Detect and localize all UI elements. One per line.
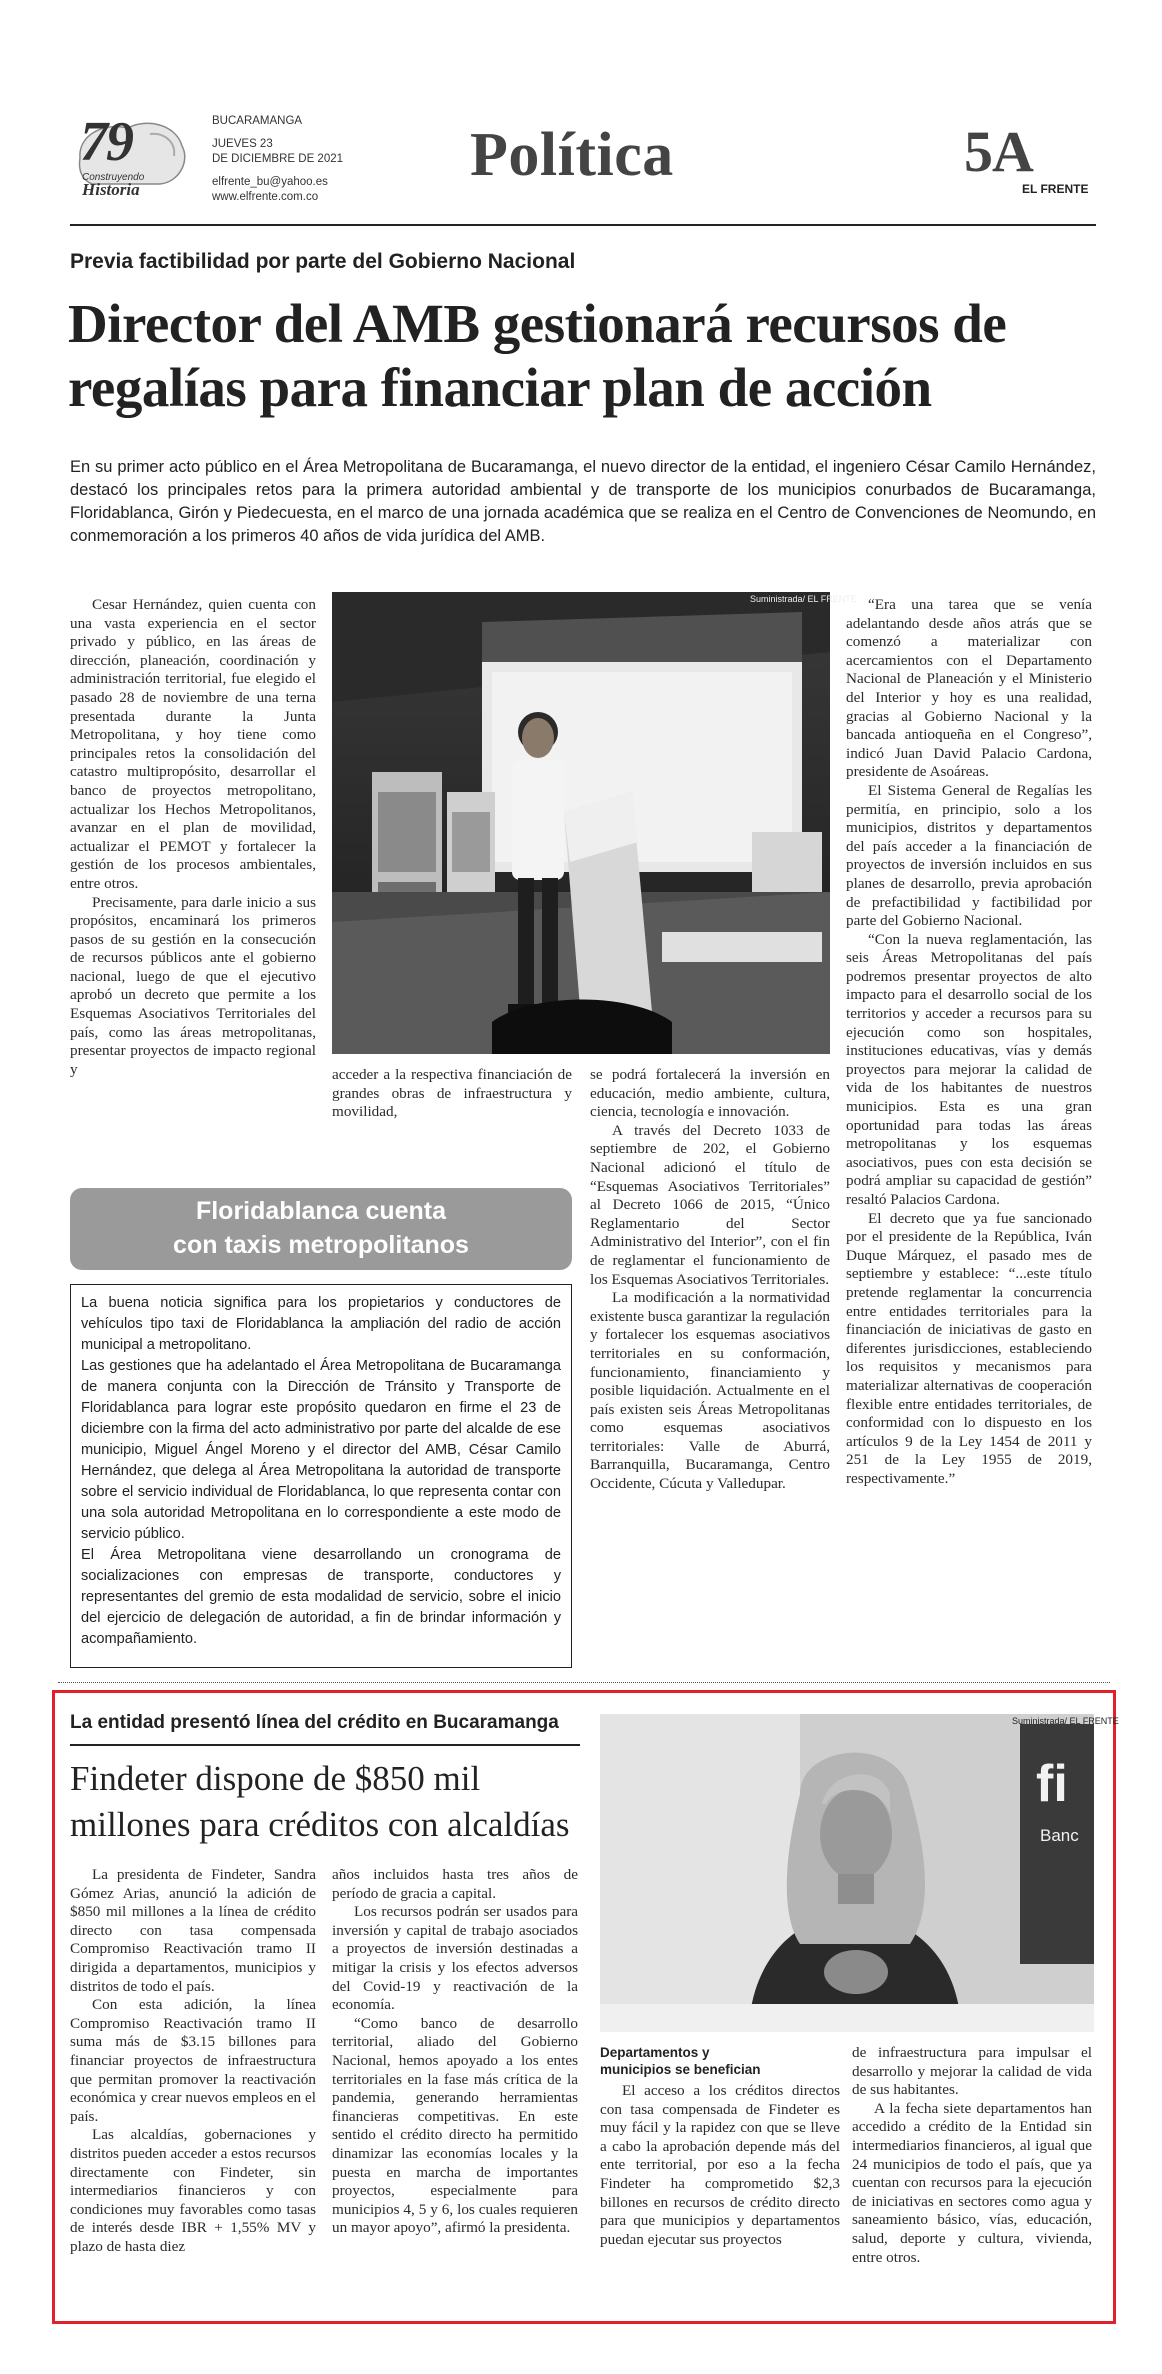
main-col1-para-1: Cesar Hernández, quien cuenta con una vasta experiencia en el sector privado y público, en las áreas de dirección, planeación, coordinación y administración territorial, fue elegido el pasado 28 de noviembre de una terna presentada durante la Junta Metropolitana, y hoy tiene como principales retos la consolidación del catastro multipropósito, desarrollar el banco de proyectos metropolitano, actualizar los Hechos Metropolitanos, avanzar en el plan de movilidad, actualizar el PEMOT y fortalecer la gestión de los procesos ambientales, entre otros. — [70, 596, 316, 892]
second-subhead-2: municipios se benefician — [600, 2062, 761, 2077]
sidebar-box-title-2: con taxis metropolitanos — [173, 1231, 469, 1259]
second-column-3 — [600, 2082, 840, 2249]
second-kicker-rule — [70, 1744, 580, 1746]
photo-findeter-president — [600, 1714, 1094, 2032]
page-number: 5A — [964, 119, 1033, 184]
sign-text-2: Banc — [1040, 1826, 1079, 1845]
header-web: www.elfrente.com.co — [212, 191, 319, 203]
second-col2-para-3: “Como banco de desarrollo territorial, aliado del Gobierno Nacional, hemos apoyado a los entes territoriales en la fase más crítica de la pandemia, generando herramientas financieras competitivas. En este sentido el crédito directo ha permitido dinamizar las economías locales y la puesta en marcha de importantes proyectos, especialmente para municipios 4, 5 y 6, los cuales requieren un mayor apoyo”, afirmó la presidenta. — [332, 2014, 578, 2237]
sign-text-1: fi — [1036, 1755, 1068, 1813]
main-column-2 — [332, 1066, 572, 1122]
main-col3-para-3: La modificación a la normatividad existente busca garantizar la regulación y fortalecer los esquemas asociativos territoriales en su conformación, funcionamiento, financiamiento y posible liquidación. Actualmente en el país existen seis Áreas Metropolitanas como esquemas asociativos territoriales: Valle de Aburrá, Barranquilla, Bucaramanga, Centro Occidente, Cúcuta y Valledupar. — [590, 1289, 830, 1493]
main-col3-para-1: se podrá fortalecerá la inversión en educación, medio ambiente, cultura, ciencia, tecnología e innovación. — [590, 1066, 830, 1121]
main-kicker: Previa factibilidad por parte del Gobierno Nacional — [70, 250, 576, 273]
main-col4-para-4: El decreto que ya fue sancionado por el presidente de la República, Iván Duque Márquez, el pasado mes de septiembre y establece: “...este título pretende reglamentar la concurrencia entre entidades territoriales para la financiación de iniciativas de gasto en diferentes jurisdicciones, estableciendo los requisitos y mecanismos para materializar alternativas de cooperación flexible entre entidades territoriales, de conformidad con lo dispuesto en los artículos 9 de la Ley 1454 de 2011 y 251 de la Ley 1955 de 2019, respectivamente.” — [846, 1209, 1092, 1487]
logo-text-1: Construyendo — [82, 172, 145, 183]
main-col2-para-1: acceder a la respectiva financiación de grandes obras de infraestructura y movilidad, — [332, 1066, 572, 1121]
header-date-2: DE DICIEMBRE DE 2021 — [212, 153, 344, 165]
second-col3-para-1: El acceso a los créditos directos con tasa compensada de Findeter es muy fácil y la rapidez con que se lleve a cabo la aprobación depende más del ente territorial, por eso a la fecha Findeter ha comprometido $2,3 billones en recursos de crédito directo para que municipios y departamentos puedan ejecutar sus proyectos — [600, 2082, 840, 2248]
second-col2-para-1: años incluidos hasta tres años de período de gracia a capital. — [332, 1866, 578, 1902]
second-col4-para-1: de infraestructura para impulsar el desarrollo y mejorar la calidad de vida de sus habitantes. — [852, 2044, 1092, 2099]
main-col4-para-1: “Era una tarea que se venía adelantando desde años atrás que se comenzó a materializar con acercamientos con el Departamento Nacional de Planeación y el Ministerio del Interior y hoy es una realidad, gracias al Gobierno Nacional y la bancada antioqueña en el Congreso”, indicó Juan David Palacio Cardona, presidente de Asoáreas. — [846, 596, 1092, 781]
second-kicker: La entidad presentó línea del crédito en Bucaramanga — [70, 1712, 559, 1733]
main-col1-para-2: Precisamente, para darle inicio a sus propósitos, encaminará los primeros pasos de su gestión en la consecución de recursos públicos ante el gobierno nacional, luego de que el ejecutivo aprobó un decreto que permite a los Esquemas Asociativos Territoriales del país, como las áreas metropolitanas, presentar proyectos de impacto regional y — [70, 893, 316, 1078]
president-photo-icon — [600, 1714, 1094, 2032]
second-col2-para-2: Los recursos podrán ser usados para inversión y capital de trabajo asociados a proyectos de inversión destinadas a mitigar la crisis y los efectos adversos del Covid-19 y reactivación de la economía. — [332, 1903, 578, 2014]
header-rule — [70, 224, 1096, 226]
header-date-1: JUEVES 23 — [212, 138, 273, 150]
second-headline-line-1: Findeter dispone de $850 mil — [70, 1759, 481, 1798]
sidebar-box-para-2: Las gestiones que ha adelantado el Área Metropolitana de Bucaramanga de manera conjunta con la Dirección de Tránsito y Transporte de Floridablanca para lograr este propósito quedaron en firme el 23 de diciembre con la firma del acto administrativo por parte del alcalde de ese municipio, Miguel Ángel Moreno y el director del AMB, César Camilo Hernández, que delega al Área Metropolitana la autoridad de transporte sobre el servicio individual de Floridablanca, lo que representa contar con una sola autoridad Metropolitana en lo correspondiente a este modo de servicio público. — [81, 1358, 561, 1542]
second-column-4 — [852, 2044, 1092, 2267]
sidebar-box-para-3: El Área Metropolitana viene desarrollando un cronograma de socializaciones con empresas de transporte, conductores y representantes del gremio de esta modalidad de servicio, sobre el inicio del ejercicio de delegación de autoridad, a fin de brindar información y acompañamiento. — [81, 1547, 561, 1647]
sidebar-box-title-1: Floridablanca cuenta — [195, 1197, 447, 1225]
paper-name: EL FRENTE — [1022, 182, 1089, 196]
second-col1-para-2: Con esta adición, la línea Compromiso Reactivación tramo II suma más de $3.15 billones para financiar proyectos de infraestructura que permitan promover la reactivación económica y crear nuevos empleos en el país. — [70, 1996, 316, 2125]
second-col1-para-1: La presidenta de Findeter, Sandra Gómez Arias, anunció la adición de $850 mil millones a la línea de crédito directo con tasa compensada Compromiso Reactivación tramo II dirigida a departamentos, municipios y distritos de todo el país. — [70, 1866, 316, 1995]
main-col3-para-2: A través del Decreto 1033 de septiembre de 202, el Gobierno Nacional adicionó el título de “Esquemas Asociativos Territoriales” al Decreto 1066 de 2015, “Único Reglamentario del Sector Administrativo del Interior”, con el fin de reglamentar el funcionamiento de los Esquemas Asociativos Territoriales. — [590, 1121, 830, 1288]
second-column-2 — [332, 1866, 578, 2238]
second-column-1 — [70, 1866, 316, 2256]
logo-text-2: Historia — [82, 180, 140, 199]
header-info — [212, 114, 343, 205]
main-headline — [68, 292, 1108, 420]
photo-credit-1: Suministrada/ EL FRENTE — [750, 594, 857, 604]
second-headline-line-2: millones para créditos con alcaldías — [70, 1805, 570, 1844]
second-subhead — [600, 2044, 840, 2078]
main-headline-line-1: Director del AMB gestionará recursos de — [68, 293, 1007, 354]
sidebar-box-para-1: La buena noticia significa para los propietarios y conductores de vehículos tipo taxi de Floridablanca la ampliación del radio de acción municipal a metropolitano. — [81, 1295, 561, 1353]
sidebar-box-title — [70, 1194, 572, 1262]
photo-speaker-podium — [332, 592, 830, 1054]
photo-credit-2: Suministrada/ EL FRENTE — [1012, 1716, 1119, 1726]
header-city: BUCARAMANGA — [212, 115, 303, 127]
second-headline — [70, 1756, 590, 1848]
main-column-4 — [846, 596, 1092, 1489]
second-subhead-1: Departamentos y — [600, 2045, 710, 2060]
section-title: Política — [470, 121, 674, 189]
dotted-separator — [58, 1682, 1110, 1683]
speaker-photo-icon — [332, 592, 830, 1054]
main-col4-para-3: “Con la nueva reglamentación, las seis Áreas Metropolitanas del país podremos presentar proyectos de alto impacto para el desarrollo social de los territorios y acceder a recursos para su ejecución como son hospitales, instituciones educativas, vías y demás proyectos para mejorar la calidad de vida de los habitantes de nuestros municipios. Esta es una gran oportunidad para todas las áreas metropolitanas y los esquemas asociativos, pues con esta decisión se podrá ampliar su capacidad de gestión” resaltó Palacios Cardona. — [846, 930, 1092, 1208]
main-headline-line-2: regalías para financiar plan de acción — [68, 357, 932, 418]
second-col1-para-3: Las alcaldías, gobernaciones y distritos pueden acceder a estos recursos directamente con Findeter, sin intermediarios financieros y con condiciones muy favorables como tasas de interés desde IBR + 1,55% MV y plazo de hasta diez — [70, 2126, 316, 2255]
header-email: elfrente_bu@yahoo.es — [212, 176, 328, 188]
main-column-1 — [70, 596, 316, 1079]
main-lead: En su primer acto público en el Área Metropolitana de Bucaramanga, el nuevo director de la entidad, el ingeniero César Camilo Hernández, destacó los principales retos para la primera autoridad ambiental y de transporte de los municipios conurbados de Bucaramanga, Floridablanca, Girón y Piedecuesta, en el marco de una jornada académica que se realiza en el Centro de Convenciones de Neomundo, en conmemoración a los primeros 40 años de vida jurídica del AMB. — [70, 458, 1096, 545]
second-col4-para-2: A la fecha siete departamentos han accedido a crédito de la Entidad sin intermediarios financieros, al igual que 24 municipios de todo el país, que ya cuentan con recursos para la ejecución de iniciativas en sectores como agua y saneamiento básico, vías, educación, salud, deporte y cultura, vivienda, entre otros. — [852, 2099, 1092, 2266]
sidebar-box-body — [70, 1284, 572, 1668]
main-column-3 — [590, 1066, 830, 1494]
logo-number: 79 — [80, 111, 132, 173]
main-col4-para-2: El Sistema General de Regalías les permitía, en principio, solo a los municipios, distritos y departamentos del país acceder a la financiación de proyectos de inversión incluidos en sus planes de desarrollo, previa aprobación de prefactibilidad y factibilidad por parte del Gobierno Nacional. — [846, 781, 1092, 930]
